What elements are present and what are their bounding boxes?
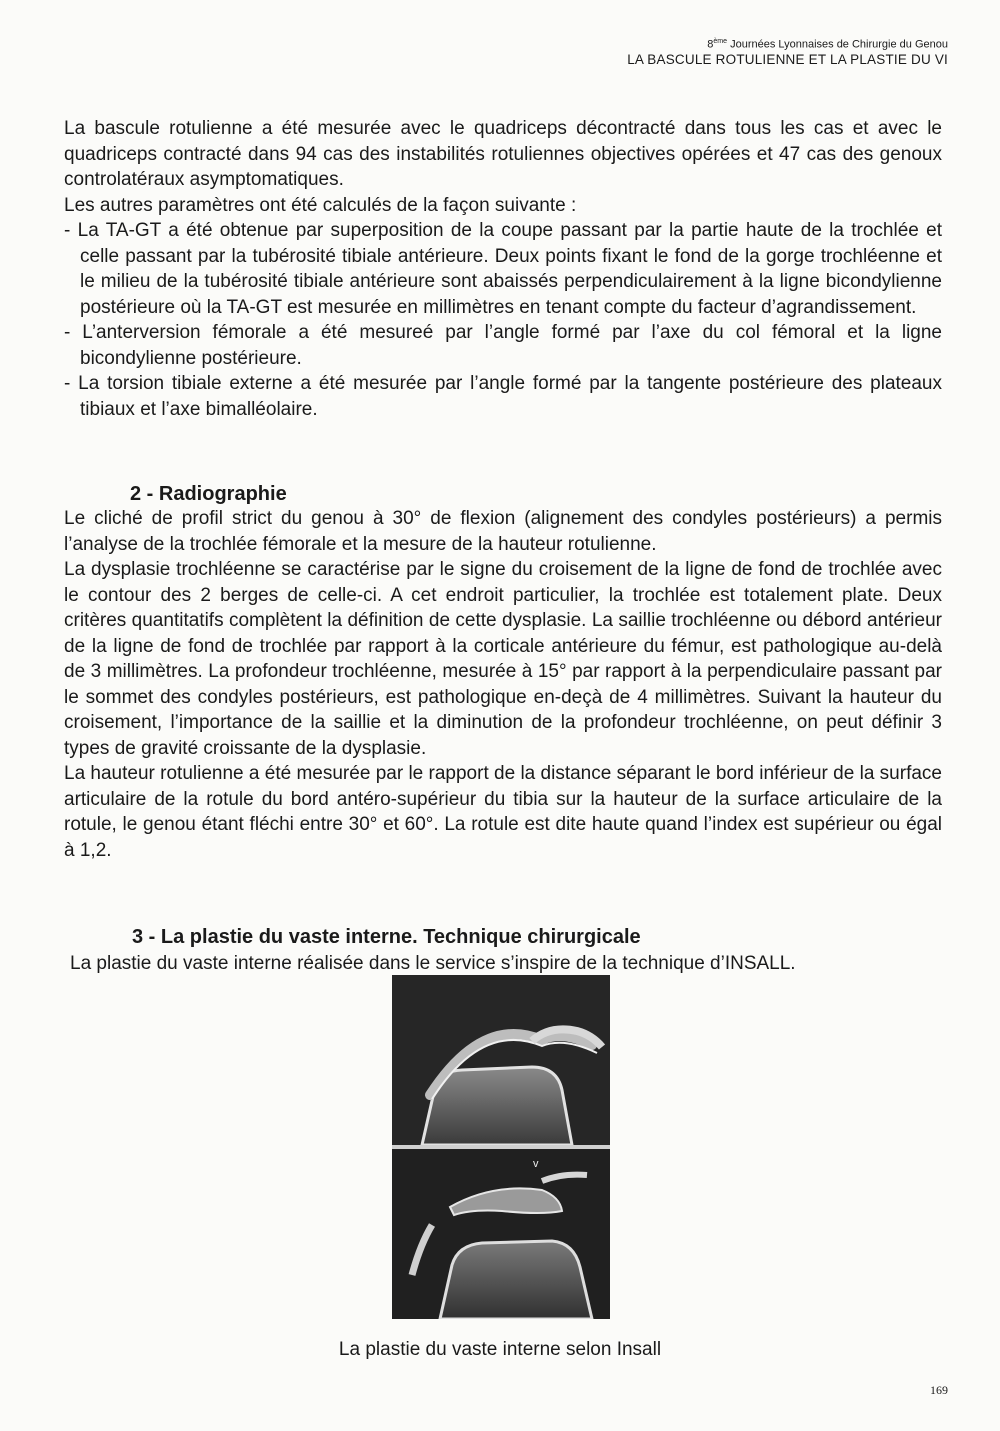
page-number: 169 xyxy=(930,1383,948,1397)
conference-title: 8ème Journées Lyonnaises de Chirurgie du Genou xyxy=(707,38,948,51)
paragraph: La plastie du vaste interne réalisée dans le service s’inspire de la technique d’INSALL. xyxy=(70,953,796,974)
femur-condyle-shape-lower xyxy=(440,1241,592,1319)
ct-scan-illustration xyxy=(392,975,610,1319)
paragraph: La hauteur rotulienne a été mesurée par le rapport de la distance séparant le bord inférieur de la surface articulaire de la rotule du bord antéro-supérieur du tibia sur la hauteur de la surface articulaire de la rotule, le genou étant fléchi entre 30° et 60°. La rotule est dite haute quand l’index est supérieur ou égal à 1,2. xyxy=(64,763,942,861)
paragraph: La bascule rotulienne a été mesurée avec le quadriceps décontracté dans tous les cas et avec le quadriceps contracté dans 94 cas des instabilités rotuliennes objectives opérées et 47 cas des genoux controlatéraux asymptomatiques. xyxy=(64,118,942,190)
paragraph: La dysplasie trochléenne se caractérise par le signe du croisement de la ligne de fond de trochlée avec le contour des 2 berges de celle-ci. A cet endroit particulier, la trochlée est totalement plate. Deux critères quantitatifs complètent la définition de cette dysplasie. La saillie trochléenne ou débord antérieur de la ligne de fond de trochlée par rapport à la corticale antérieure du fémur, est pathologique au-delà de 3 millimètres. La profondeur trochléenne, mesurée à 15° par rapport à la perpendiculaire passant par le sommet des condyles postérieurs, est pathologique en-deçà de 4 millimètres. Suivant la hauteur du croisement, l’importance de la saillie et la diminution de la profondeur trochléenne, on peut définir 3 types de gravité croissante de la dysplasie. xyxy=(64,559,942,759)
ct-scan-figure xyxy=(392,975,610,1319)
section2-body xyxy=(64,506,942,863)
section1-body xyxy=(64,116,942,422)
bullet-item: - La torsion tibiale externe a été mesurée par l’angle formé par la tangente postérieure des plateaux tibiaux et l’axe bimalléolaire. xyxy=(64,373,942,420)
article-title: LA BASCULE ROTULIENNE ET LA PLASTIE DU VI xyxy=(627,52,948,68)
section-heading-radiographie: 2 - Radiographie xyxy=(130,483,287,505)
running-header xyxy=(627,38,948,69)
bullet-item: - L’anterversion fémorale a été mesureé par l’angle formé par l’axe du col fémoral et la ligne bicondylienne postérieure. xyxy=(64,322,942,369)
paragraph: Les autres paramètres ont été calculés de la façon suivante : xyxy=(64,194,577,216)
arrow-marker-label: v xyxy=(533,1158,539,1170)
bullet-item: - La TA-GT a été obtenue par superposition de la coupe passant par la partie haute de la trochlée et celle passant par la tubérosité tibiale antérieure. Deux points fixant le fond de la gorge trochléenne et le milieu de la tubérosité tibiale antérieure sont abaissés perpendiculairement à la ligne bicondylienne postérieure où la TA-GT est mesurée en millimètres en tenant compte du facteur d’agrandissement. xyxy=(64,220,942,318)
section-heading-plastie: 3 - La plastie du vaste interne. Technique chirurgicale xyxy=(132,926,641,948)
panel-divider xyxy=(392,1145,610,1149)
paragraph: Le cliché de profil strict du genou à 30° de flexion (alignement des condyles postérieurs) a permis l’analyse de la trochlée fémorale et la mesure de la hauteur rotulienne. xyxy=(64,508,942,555)
figure-caption: La plastie du vaste interne selon Insall xyxy=(338,1339,662,1360)
